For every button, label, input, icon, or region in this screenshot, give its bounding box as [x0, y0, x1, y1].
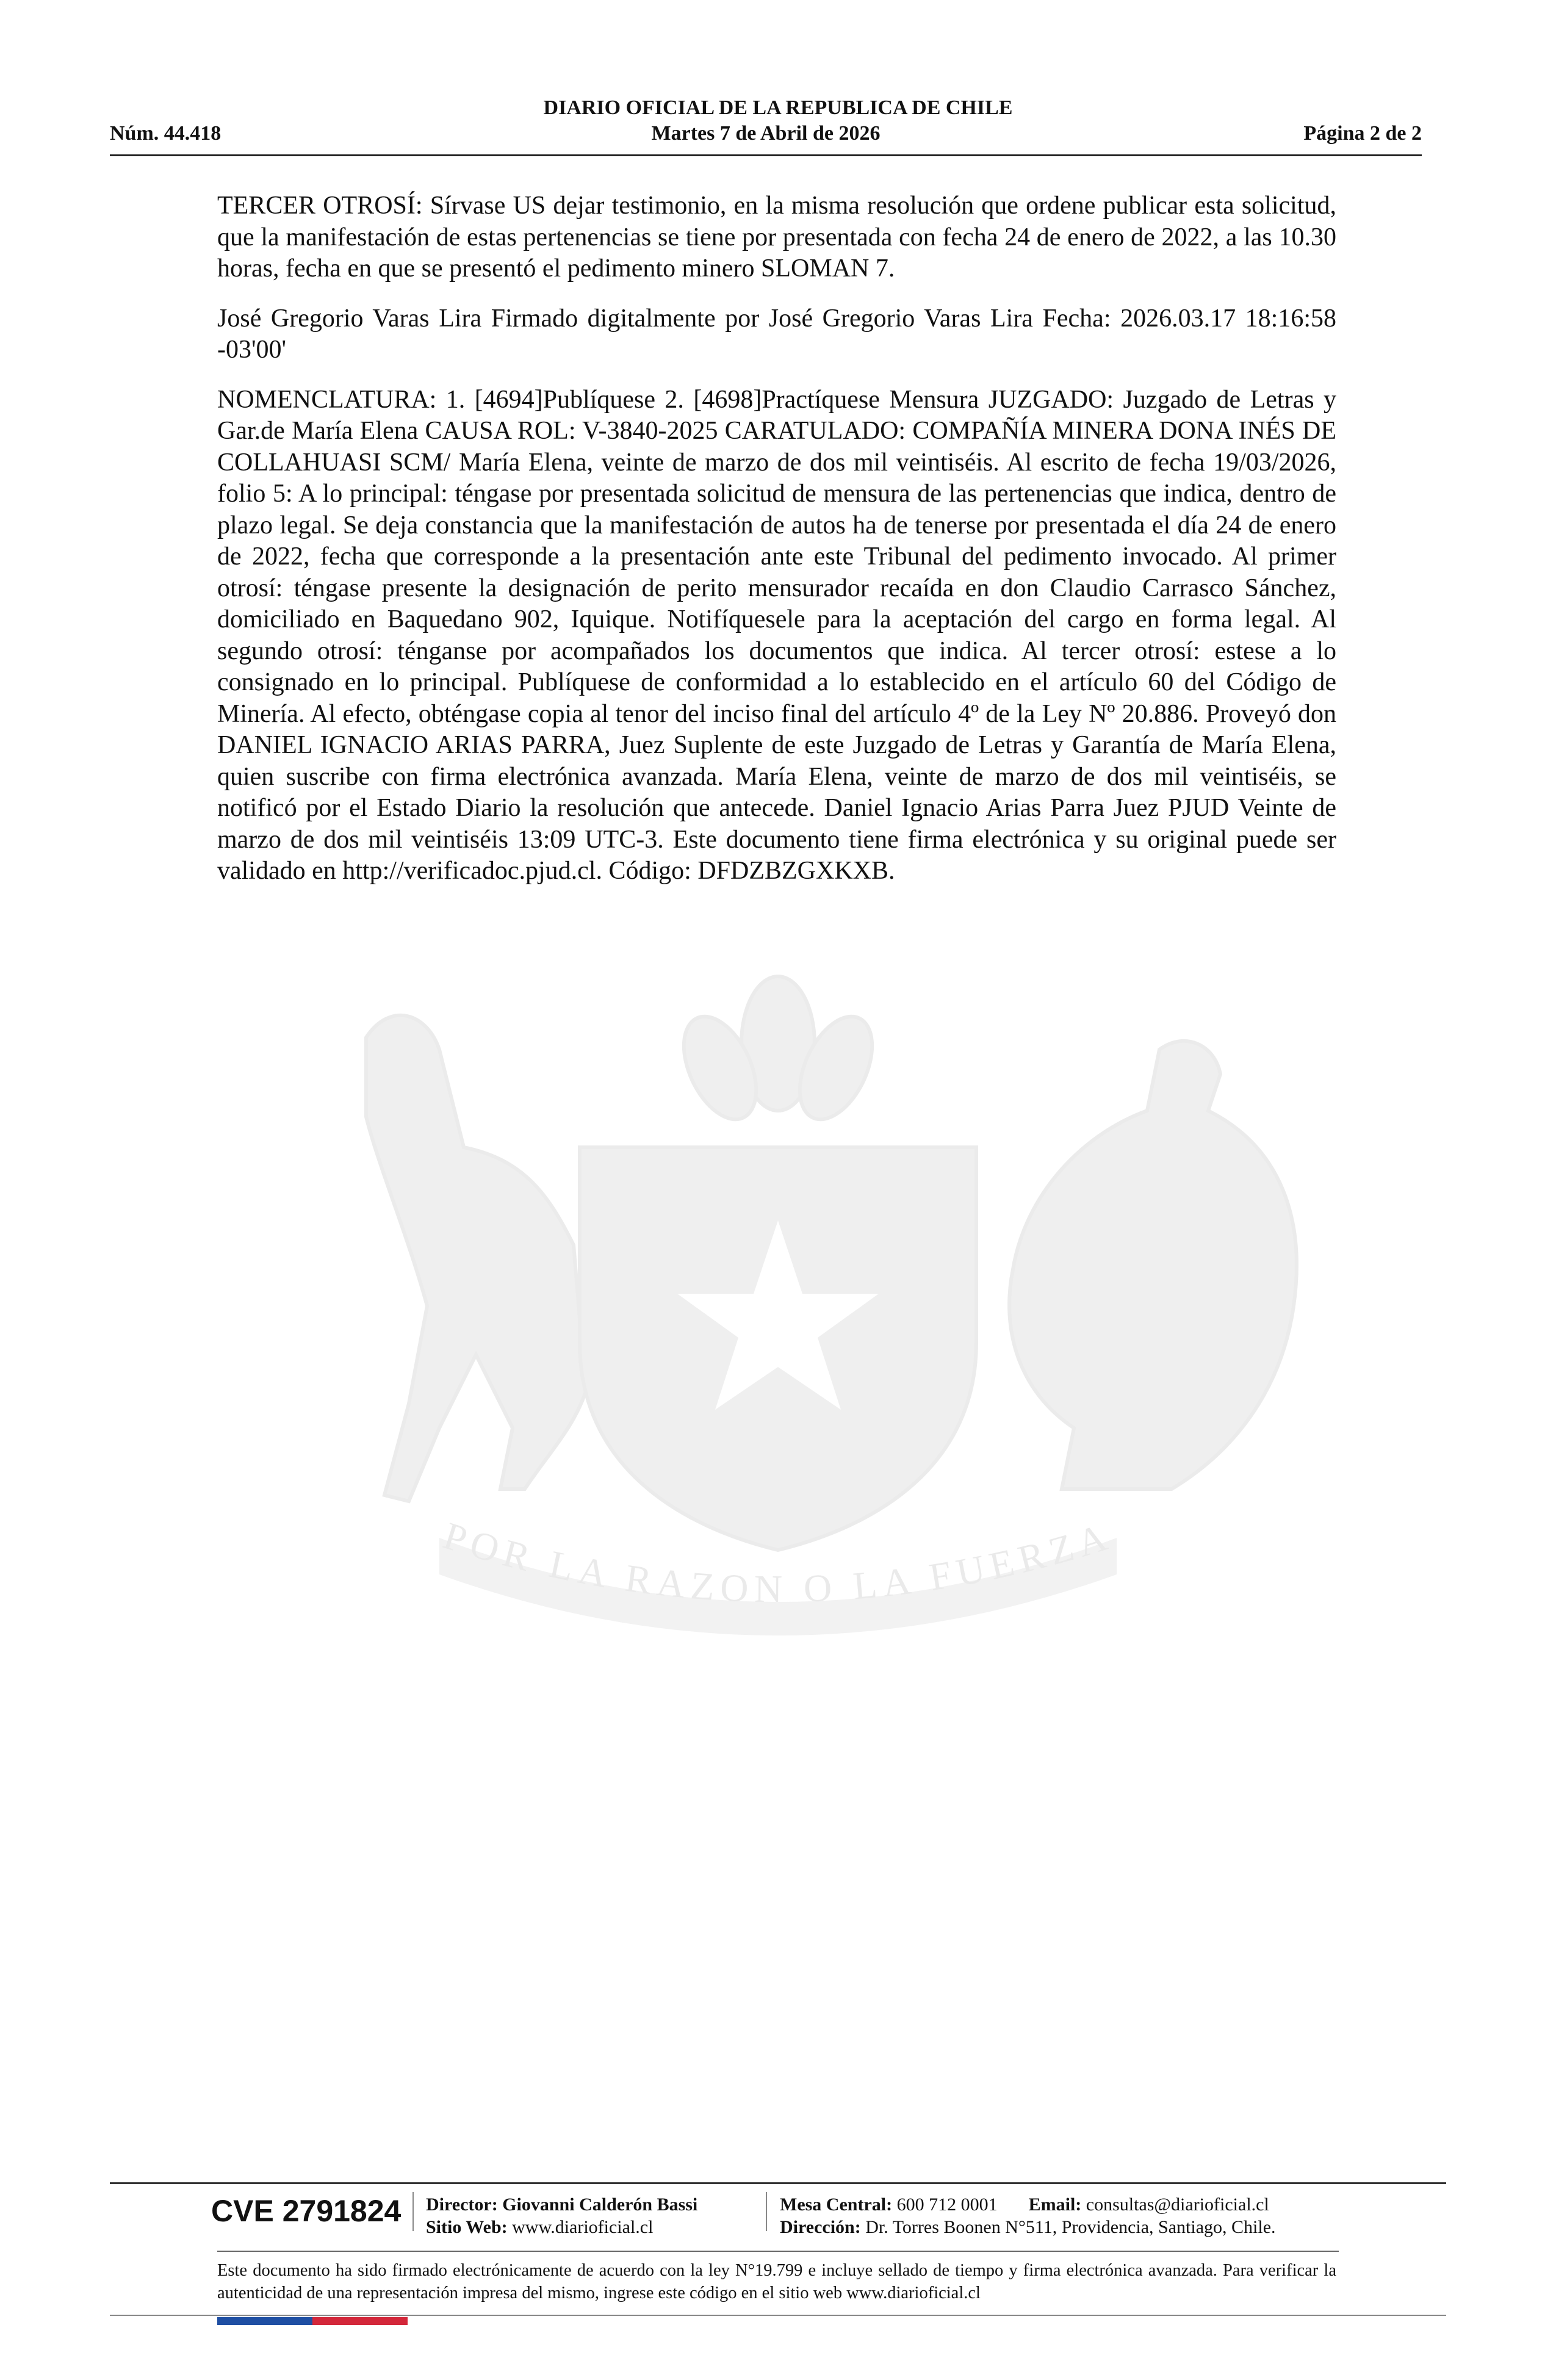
footer-legal-note: Este documento ha sido firmado electrónicamente de acuerdo con la ley N°19.799 e incluye sellado de tiempo y firma electrónica avanzada. Para verificar la autenticidad de una representación impresa del mismo, ingrese este código en el sitio web www.diarioficial.cl: [217, 2261, 1336, 2302]
email-label: Email:: [1028, 2194, 1082, 2215]
footer-divider-vertical-2: [766, 2192, 767, 2231]
director-label: Director:: [426, 2194, 498, 2215]
footer-divider-middle: [217, 2251, 1339, 2252]
website-label: Sitio Web:: [426, 2217, 508, 2237]
footer-divider-bottom: [110, 2315, 1446, 2316]
issue-number: Núm. 44.418: [110, 122, 222, 145]
condor-shape: [1009, 1041, 1297, 1489]
issue-date: Martes 7 de Abril de 2026: [651, 122, 881, 145]
address-text: Dr. Torres Boonen N°511, Providencia, Santiago, Chile.: [865, 2217, 1276, 2237]
page-number: Página 2 de 2: [1303, 122, 1422, 145]
header-divider: [110, 154, 1422, 156]
huemul-shape: [366, 1015, 586, 1501]
header-row: [110, 122, 1422, 149]
footer-divider-vertical-1: [412, 2192, 414, 2231]
website-link[interactable]: www.diarioficial.cl: [512, 2217, 654, 2237]
paragraph-nomenclatura: NOMENCLATURA: 1. [4694]Publíquese 2. [4698]Practíquese Mensura JUZGADO: Juzgado de Letras y Gar.de María Elena CAUSA ROL: V-3840-2025 CARATULADO: COMPAÑÍA MINERA DONA INÉS DE COLLAHUASI SCM/ María Elena, veinte de marzo de dos mil veintiséis. Al escrito de fecha 19/03/2026, folio 5: A lo principal: téngase por presentada solicitud de mensura de las pertenencias que indica, dentro de plazo legal. Se deja constancia que la manifestación de autos ha de tenerse por presentada el día 24 de enero de 2022, fecha que corresponde a la presentación ante este Tribunal del pedimento invocado. Al primer otrosí: téngase presente la designación de perito mensurador recaída en don Claudio Carrasco Sánchez, domiciliado en Baquedano 902, Iquique. Notifíquesele para la aceptación del cargo en forma legal. Al segundo otrosí: ténganse por acompañados los documentos que indica. Al tercer otrosí: estese a lo consignado en lo principal. Publíquese de conformidad a lo establecido en el artículo 60 del Código de Minería. Al efecto, obténgase copia al tenor del inciso final del artículo 4º de la Ley Nº 20.886. Proveyó don DANIEL IGNACIO ARIAS PARRA, Juez Suplente de este Juzgado de Letras y Garantía de María Elena, quien suscribe con firma electrónica avanzada. María Elena, veinte de marzo de dos mil veintiséis, se notificó por el Estado Diario la resolución que antecede. Daniel Ignacio Arias Parra Juez PJUD Veinte de marzo de dos mil veintiséis 13:09 UTC-3. Este documento tiene firma electrónica y su original puede ser validado en http://verificadoc.pjud.cl. Código: DFDZBZGXKXB.: [217, 385, 1336, 885]
footer-contact-block: [780, 2193, 1276, 2238]
address-line: [780, 2216, 1276, 2238]
paragraph-digital-signature: José Gregorio Varas Lira Firmado digitalmente por José Gregorio Varas Lira Fecha: 2026.03.17 18:16:58 -03'00': [217, 304, 1336, 364]
phone-label: Mesa Central:: [780, 2194, 893, 2215]
address-label: Dirección:: [780, 2217, 861, 2237]
publication-title: DIARIO OFICIAL DE LA REPUBLICA DE CHILE: [543, 96, 1013, 119]
contact-line: [780, 2193, 1276, 2216]
coat-of-arms-watermark: [207, 964, 1349, 1672]
flag-color-bar: [217, 2317, 408, 2325]
email-link[interactable]: consultas@diarioficial.cl: [1086, 2194, 1269, 2215]
director-name: Giovanni Calderón Bassi: [502, 2194, 698, 2215]
footer-divider-top: [110, 2182, 1446, 2184]
cve-code: CVE 2791824: [211, 2194, 402, 2228]
motto-text: POR LA RAZON O LA FUERZA: [438, 1513, 1118, 1611]
footer-director-block: [426, 2193, 697, 2238]
flag-blue-segment: [217, 2317, 312, 2325]
flag-red-segment: [312, 2317, 408, 2325]
director-line: [426, 2193, 697, 2216]
website-line: [426, 2216, 697, 2238]
document-body: [217, 190, 1336, 887]
phone-number: 600 712 0001: [896, 2194, 998, 2215]
paragraph-tercer-otrosi: TERCER OTROSÍ: Sírvase US dejar testimonio, en la misma resolución que ordene publicar esta solicitud, que la manifestación de estas pertenencias se tiene por presentada con fecha 24 de enero de 2022, a las 10.30 horas, fecha en que se presentó el pedimento minero SLOMAN 7.: [217, 192, 1336, 283]
